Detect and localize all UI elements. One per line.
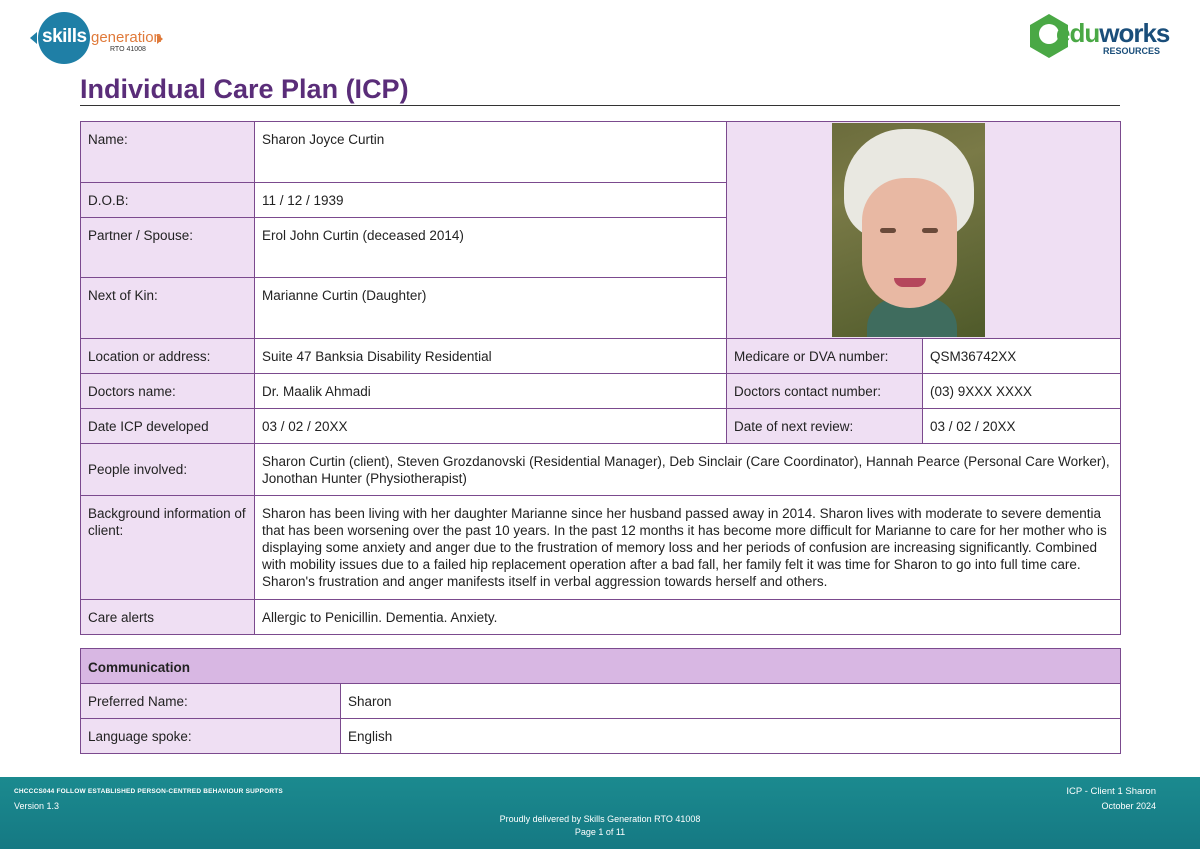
- title-divider: [80, 105, 1120, 106]
- footer-page-number: Page 1 of 11: [574, 827, 626, 837]
- review-date-label: Date of next review:: [727, 409, 923, 444]
- location-label: Location or address:: [81, 339, 255, 374]
- communication-heading: Communication: [81, 649, 1121, 684]
- table-row: [81, 409, 1121, 444]
- page-title: Individual Care Plan (ICP): [80, 74, 409, 104]
- preferred-name-label: Preferred Name:: [81, 684, 341, 719]
- background-label: Background information of client:: [81, 496, 255, 600]
- table-row: [81, 649, 1121, 684]
- table-row: [81, 374, 1121, 409]
- partner-label: Partner / Spouse:: [81, 218, 255, 278]
- photo-face: [862, 178, 957, 308]
- background-value: Sharon has been living with her daughter Marianne since her husband passed away in 2014. Sharon lives with moderate to severe dementia that has been worsening over the past 10 years. In the past 12 months it has become more difficult for Marianne to care for her mother who is displaying some anxiety and anger due to the frustration of memory loss and her periods of confusion are increasing significantly. Combined with mobility issues due to a failed hip replacement operation after a bad fall, her family felt it was time for Sharon to go into full time care. Sharon's frustration and anger manifests itself in verbal aggression towards herself and others.: [255, 496, 1121, 600]
- icp-date-value: 03 / 02 / 20XX: [255, 409, 727, 444]
- doctor-value: Dr. Maalik Ahmadi: [255, 374, 727, 409]
- people-involved-value: Sharon Curtin (client), Steven Grozdanovski (Residential Manager), Deb Sinclair (Care Coordinator), Hannah Pearce (Personal Care Worker), Jonothan Hunter (Physiotherapist): [255, 444, 1121, 496]
- partner-value: Erol John Curtin (deceased 2014): [255, 218, 727, 278]
- logo-edu-text: edu: [1056, 18, 1100, 48]
- icp-date-label: Date ICP developed: [81, 409, 255, 444]
- language-value: English: [341, 719, 1121, 754]
- logo-skills-text: skills: [42, 26, 87, 47]
- doctor-contact-label: Doctors contact number:: [727, 374, 923, 409]
- next-of-kin-label: Next of Kin:: [81, 278, 255, 339]
- skills-generation-logo: [30, 12, 180, 64]
- client-details-table: [80, 121, 1121, 635]
- location-value: Suite 47 Banksia Disability Residential: [255, 339, 727, 374]
- dob-value: 11 / 12 / 1939: [255, 183, 727, 218]
- people-involved-label: People involved:: [81, 444, 255, 496]
- care-alerts-value: Allergic to Penicillin. Dementia. Anxiety.: [255, 600, 1121, 635]
- logo-resources-text: RESOURCES: [1103, 46, 1161, 56]
- footer-unit-code: CHCCCS044 FOLLOW ESTABLISHED PERSON-CENTRED BEHAVIOUR SUPPORTS: [14, 788, 283, 795]
- table-row: [81, 496, 1121, 600]
- footer-date: October 2024: [1101, 801, 1156, 811]
- doctor-contact-value: (03) 9XXX XXXX: [923, 374, 1121, 409]
- footer-delivered-by: Proudly delivered by Skills Generation RTO 41008: [499, 814, 701, 824]
- dob-label: D.O.B:: [81, 183, 255, 218]
- table-row: [81, 444, 1121, 496]
- language-label: Language spoke:: [81, 719, 341, 754]
- logo-generation-text: generation: [91, 29, 162, 46]
- table-row: [81, 122, 1121, 183]
- footer-version: Version 1.3: [14, 801, 60, 811]
- photo-eye-right: [922, 228, 938, 233]
- medicare-value: QSM36742XX: [923, 339, 1121, 374]
- review-date-value: 03 / 02 / 20XX: [923, 409, 1121, 444]
- next-of-kin-value: Marianne Curtin (Daughter): [255, 278, 727, 339]
- preferred-name-value: Sharon: [341, 684, 1121, 719]
- table-row: [81, 600, 1121, 635]
- name-label: Name:: [81, 122, 255, 183]
- client-photo-cell: [727, 122, 1121, 339]
- footer-document-name: ICP - Client 1 Sharon: [1066, 786, 1156, 797]
- logo-arrow-right-icon: [157, 34, 163, 44]
- care-alerts-label: Care alerts: [81, 600, 255, 635]
- client-photo: [832, 123, 985, 337]
- logo-rto-text: RTO 41008: [110, 46, 146, 53]
- photo-eye-left: [880, 228, 896, 233]
- logo-works-text: works: [1099, 18, 1170, 48]
- communication-table: [80, 648, 1121, 754]
- name-value: Sharon Joyce Curtin: [255, 122, 727, 183]
- table-row: [81, 339, 1121, 374]
- medicare-label: Medicare or DVA number:: [727, 339, 923, 374]
- photo-mouth: [894, 278, 926, 287]
- logo-arrow-left-icon: [30, 32, 37, 44]
- page-footer: [0, 777, 1200, 849]
- doctor-label: Doctors name:: [81, 374, 255, 409]
- table-row: [81, 719, 1121, 754]
- logo-eduworks-text: [1056, 18, 1169, 49]
- eduworks-logo: [1030, 12, 1170, 62]
- table-row: [81, 684, 1121, 719]
